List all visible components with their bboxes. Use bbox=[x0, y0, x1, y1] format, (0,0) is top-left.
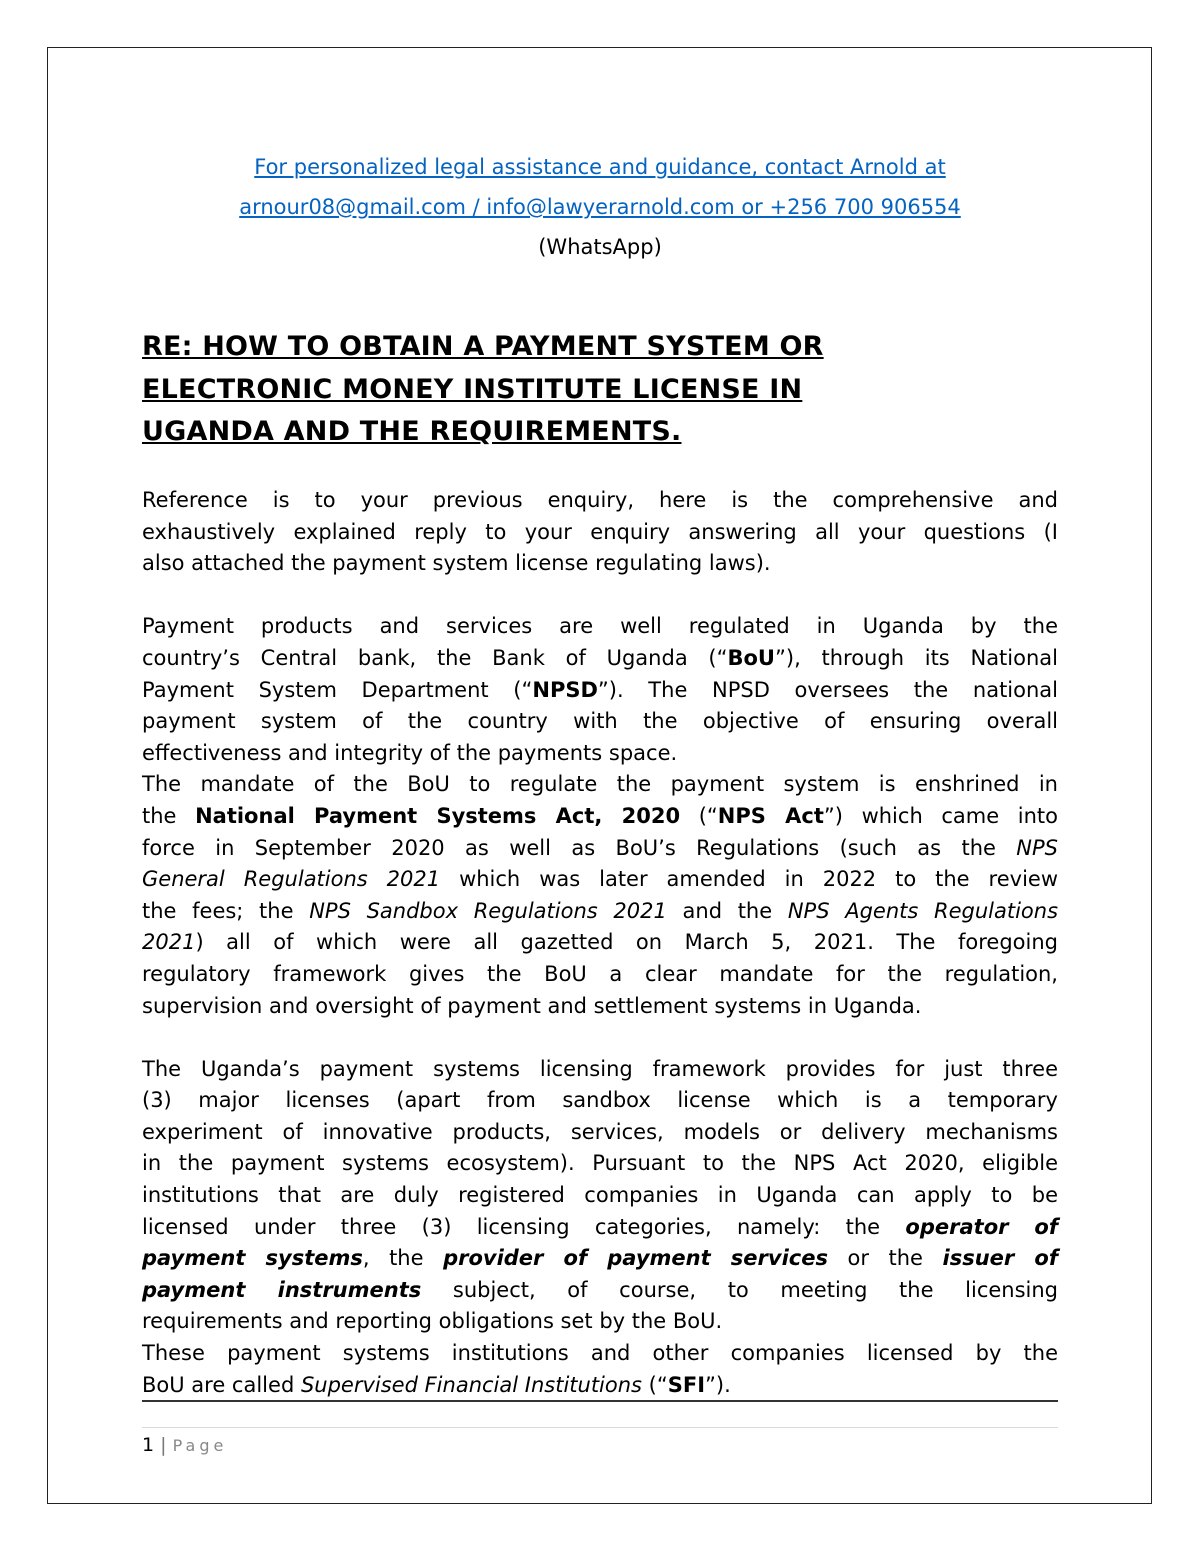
paragraph bbox=[142, 485, 1058, 580]
title-line: ELECTRONIC MONEY INSTITUTE LICENSE IN bbox=[142, 373, 803, 405]
text-segment: Reference is to your previous enquiry, here is the comprehensive and bbox=[142, 488, 1058, 512]
text-line bbox=[142, 1306, 1058, 1338]
text-segment: and the bbox=[666, 898, 788, 923]
text-segment: licensed under three (3) licensing categories, namely: the bbox=[142, 1214, 906, 1239]
text-segment: experiment of innovative products, services, models or delivery mechanisms bbox=[142, 1119, 1058, 1144]
text-segment: the bbox=[142, 803, 196, 828]
text-line bbox=[142, 927, 1058, 959]
text-segment: BoU are called bbox=[142, 1372, 301, 1397]
text-line bbox=[142, 864, 1058, 896]
bold-italic-text: operator of bbox=[905, 1214, 1058, 1239]
body-end-rule bbox=[142, 1400, 1058, 1402]
page-label: Page bbox=[172, 1436, 228, 1455]
title-line: RE: HOW TO OBTAIN A PAYMENT SYSTEM OR bbox=[142, 331, 824, 362]
text-segment: institutions that are duly registered companies in Uganda can apply to be bbox=[142, 1183, 1058, 1208]
paragraph bbox=[142, 1054, 1058, 1338]
text-line bbox=[142, 517, 1058, 549]
text-segment: The Uganda’s payment systems licensing framework provides for just three bbox=[142, 1056, 1058, 1081]
text-line bbox=[142, 1243, 1058, 1275]
contact-link-line2[interactable]: arnour08@gmail.com / info@lawyerarnold.com or +256 700 906554 bbox=[239, 195, 961, 219]
text-segment: (“ bbox=[680, 803, 718, 828]
text-line bbox=[142, 1370, 1058, 1402]
italic-text: General Regulations 2021 bbox=[142, 867, 441, 892]
bold-text: BoU bbox=[727, 645, 775, 670]
italic-text: Supervised Financial Institutions bbox=[300, 1372, 642, 1397]
footer-separator: | bbox=[160, 1434, 167, 1456]
text-segment: , the bbox=[362, 1246, 444, 1271]
text-segment: ”). bbox=[705, 1372, 731, 1397]
text-line bbox=[142, 675, 1058, 707]
text-line bbox=[142, 801, 1058, 833]
text-line bbox=[142, 833, 1058, 865]
text-segment: ”). The NPSD oversees the national bbox=[597, 677, 1058, 702]
text-segment: the fees; the bbox=[142, 898, 310, 923]
text-segment: or the bbox=[827, 1246, 943, 1271]
text-line bbox=[142, 1117, 1058, 1149]
bold-italic-text: payment instruments bbox=[142, 1277, 422, 1302]
text-segment: Payment System Department (“ bbox=[142, 677, 533, 702]
text-line bbox=[142, 738, 1058, 770]
paragraph bbox=[142, 769, 1058, 1022]
italic-text: NPS Agents Regulations bbox=[787, 898, 1059, 923]
paragraph bbox=[142, 611, 1058, 769]
italic-text: NPS bbox=[1016, 835, 1058, 860]
text-line bbox=[142, 1148, 1058, 1180]
text-segment: payment system of the country with the objective of ensuring overall bbox=[142, 709, 1058, 734]
text-segment: supervision and oversight of payment and settlement systems in Uganda. bbox=[142, 993, 922, 1018]
text-line bbox=[142, 1275, 1058, 1307]
text-segment: These payment systems institutions and other companies licensed by the bbox=[142, 1341, 1058, 1366]
text-segment: ”), through its National bbox=[775, 645, 1058, 670]
italic-text: 2021 bbox=[142, 930, 196, 955]
text-line bbox=[142, 485, 1058, 517]
bold-italic-text: issuer of bbox=[942, 1246, 1058, 1271]
paragraph bbox=[142, 1338, 1058, 1401]
text-line bbox=[142, 991, 1058, 1023]
text-line bbox=[142, 1338, 1058, 1370]
bold-text: National Payment Systems Act, 2020 bbox=[195, 803, 681, 828]
text-segment: ) all of which were all gazetted on March 5, 2021. The foregoing bbox=[195, 930, 1058, 955]
text-line bbox=[142, 548, 1058, 580]
bold-italic-text: provider of payment services bbox=[443, 1246, 828, 1271]
text-line bbox=[142, 1085, 1058, 1117]
text-segment: regulatory framework gives the BoU a clear mandate for the regulation, bbox=[142, 961, 1058, 986]
text-line bbox=[142, 611, 1058, 643]
page-number: 1 bbox=[142, 1434, 155, 1456]
text-segment: country’s Central bank, the Bank of Uganda (“ bbox=[142, 645, 728, 670]
text-segment: Payment products and services are well regulated in Uganda by the bbox=[142, 614, 1058, 639]
text-segment: exhaustively explained reply to your enquiry answering all your questions (I bbox=[142, 519, 1058, 544]
text-segment: ”) which came into bbox=[823, 803, 1058, 828]
text-line bbox=[142, 769, 1058, 801]
bold-text: NPS Act bbox=[717, 803, 824, 828]
text-segment: The mandate of the BoU to regulate the payment system is enshrined in bbox=[142, 772, 1058, 797]
text-segment: in the payment systems ecosystem). Pursuant to the NPS Act 2020, eligible bbox=[142, 1151, 1058, 1176]
bold-text: NPSD bbox=[532, 677, 598, 702]
text-line bbox=[142, 1212, 1058, 1244]
text-segment: subject, of course, to meeting the licensing bbox=[421, 1277, 1059, 1302]
page-footer bbox=[142, 1433, 227, 1458]
contact-link-line1[interactable]: For personalized legal assistance and guidance, contact Arnold at bbox=[254, 155, 946, 179]
document-title bbox=[142, 326, 1058, 454]
text-line bbox=[142, 896, 1058, 928]
text-segment: also attached the payment system license regulating laws). bbox=[142, 551, 771, 576]
text-line bbox=[142, 643, 1058, 675]
text-segment: effectiveness and integrity of the payments space. bbox=[142, 740, 678, 765]
text-line bbox=[142, 1054, 1058, 1086]
text-segment: (3) major licenses (apart from sandbox license which is a temporary bbox=[142, 1088, 1058, 1113]
text-line bbox=[142, 1180, 1058, 1212]
bold-text: SFI bbox=[667, 1372, 706, 1397]
bold-italic-text: payment systems bbox=[142, 1246, 363, 1271]
text-segment: requirements and reporting obligations set by the BoU. bbox=[142, 1309, 723, 1334]
text-segment: (“ bbox=[642, 1372, 668, 1397]
italic-text: NPS Sandbox Regulations 2021 bbox=[309, 898, 667, 923]
contact-whatsapp: (WhatsApp) bbox=[538, 235, 662, 259]
title-line: UGANDA AND THE REQUIREMENTS. bbox=[142, 416, 682, 447]
text-segment: which was later amended in 2022 to the review bbox=[440, 867, 1058, 892]
document-body bbox=[142, 485, 1058, 1401]
text-line bbox=[142, 706, 1058, 738]
text-segment: force in September 2020 as well as BoU’s Regulations (such as the bbox=[142, 835, 1017, 860]
contact-block bbox=[142, 147, 1058, 267]
text-line bbox=[142, 959, 1058, 991]
footer-divider bbox=[142, 1427, 1058, 1428]
